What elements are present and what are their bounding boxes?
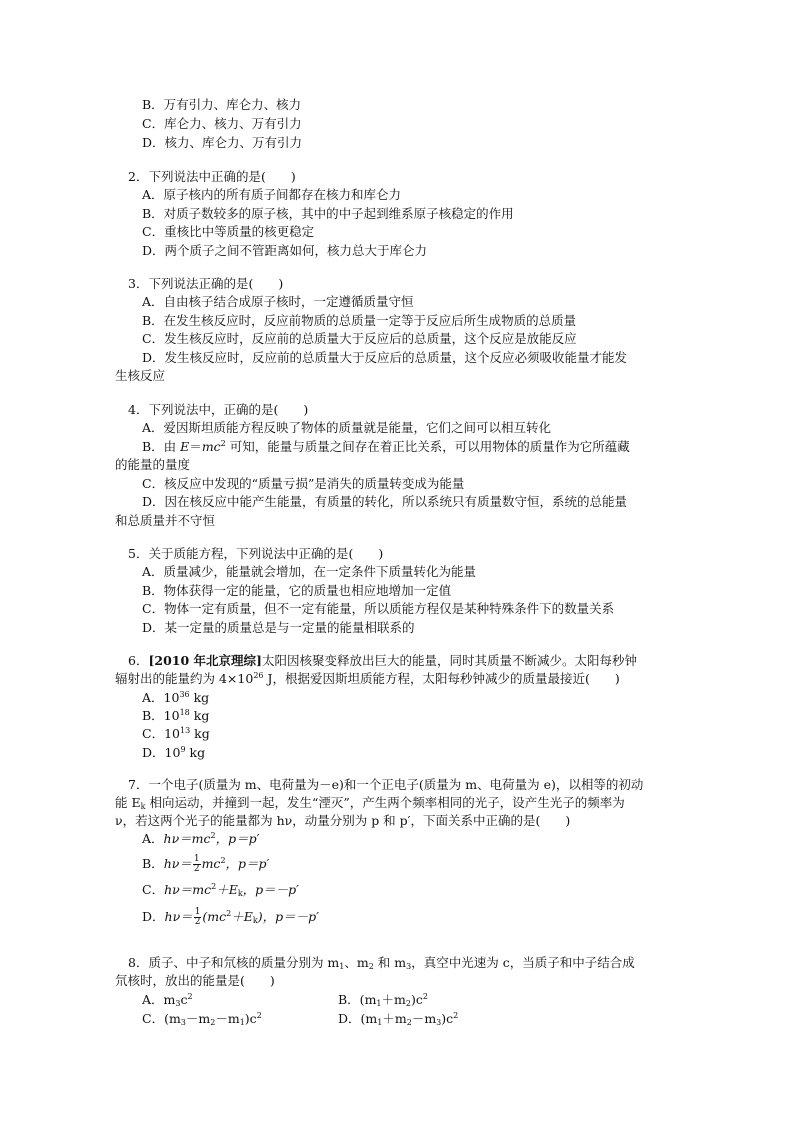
q8-option-d bbox=[338, 1010, 458, 1028]
q7-c-label: C． bbox=[142, 882, 165, 897]
q4-b-text: 可知，能量与质量之间存在着正比关系，可以用物体的质量作为它所蕴藏 bbox=[225, 439, 630, 454]
q4-option-b-continued: 的能量的量度 bbox=[115, 457, 191, 472]
q8-d-exp: 2 bbox=[453, 1011, 459, 1020]
q7-c-expr: hν＝mc bbox=[164, 882, 212, 897]
q7-d-fraction bbox=[194, 908, 202, 927]
q7-option-c bbox=[142, 881, 299, 899]
q4-option-d: D．因在核反应中能产生能量，有质量的转化，所以系统只有质量数守恒，系统的总能量 bbox=[142, 494, 628, 509]
q5-option-a: A．质量减少，能量就会增加，在一定条件下质量转化为能量 bbox=[142, 564, 477, 579]
q6-stem-text: 太阳因核聚变释放出巨大的能量，同时其质量不断减少。太阳每秒钟 bbox=[261, 653, 637, 668]
q7-d-tail: )，p＝－p′ bbox=[257, 909, 319, 924]
q7-stem-line2 bbox=[115, 794, 625, 812]
q6-c-unit: kg bbox=[190, 726, 210, 741]
q6-a-pre: A．10 bbox=[142, 690, 180, 705]
q3-option-d: D．发生核反应时，反应前的总质量大于反应后的总质量，这个反应必须吸收能量才能发 bbox=[142, 350, 628, 365]
q8-d-m1: ＋m bbox=[382, 1011, 407, 1026]
q7-d-mid: ＋E bbox=[231, 909, 253, 924]
q8-option-b bbox=[338, 991, 428, 1009]
q6-c-exp: 13 bbox=[179, 726, 191, 735]
q6-stem2-post: J，根据爱因斯坦质能方程，太阳每秒钟减少的质量最接近( ) bbox=[263, 671, 620, 686]
q2-stem: 2．下列说法中正确的是( ) bbox=[128, 169, 296, 184]
q7-c-sub: k bbox=[237, 889, 243, 898]
q6-stem2-exp: 26 bbox=[253, 671, 264, 680]
q7-a-expr: hν＝mc bbox=[163, 831, 211, 846]
q6-stem2-pre: 辐射出的能量约为 4×10 bbox=[115, 671, 254, 686]
q7-b-num: 1 bbox=[193, 854, 200, 864]
q6-option-d bbox=[142, 744, 205, 762]
q5-option-d: D．某一定量的质量总是与一定量的能量相联系的 bbox=[142, 620, 415, 635]
q7-b-exp: 2 bbox=[220, 856, 226, 865]
q8-c-s3: 1 bbox=[239, 1018, 245, 1027]
q5-option-c: C．物体一定有质量，但不一定有能量，所以质能方程仅是某种特殊条件下的数量关系 bbox=[142, 601, 615, 616]
q3-option-d-continued: 生核反应 bbox=[115, 368, 166, 383]
q8-b-pre: B．(m bbox=[338, 992, 377, 1007]
q7-c-tail: ，p＝－p′ bbox=[242, 882, 300, 897]
q1-option-b: B．万有引力、库仑力、核力 bbox=[142, 97, 302, 112]
q8-l1-m2: 、m bbox=[344, 955, 369, 970]
q1-option-c: C．库仑力、核力、万有引力 bbox=[142, 116, 302, 131]
q8-b-mid: ＋m bbox=[381, 992, 406, 1007]
q8-c-m1: －m bbox=[185, 1011, 211, 1026]
q6-option-a bbox=[142, 689, 209, 707]
q8-d-s2: 2 bbox=[406, 1018, 412, 1027]
q6-option-c bbox=[142, 725, 210, 743]
q4-stem: 4．下列说法中，正确的是( ) bbox=[128, 402, 309, 417]
q6-b-exp: 18 bbox=[179, 708, 190, 717]
q7-b-mc: mc bbox=[201, 856, 221, 871]
q6-b-unit: kg bbox=[189, 708, 210, 723]
q8-c-exp: 2 bbox=[256, 1011, 262, 1020]
q4-b-eq: ＝ bbox=[189, 439, 202, 454]
q8-d-m2: －m bbox=[411, 1011, 437, 1026]
q6-d-exp: 9 bbox=[180, 745, 186, 754]
q6-option-b bbox=[142, 707, 209, 725]
q7-b-pre: hν＝ bbox=[163, 856, 192, 871]
q8-l1-s1: 1 bbox=[339, 962, 345, 971]
q7-d-mc: (mc bbox=[202, 909, 227, 924]
q7-d-pre: hν＝ bbox=[164, 909, 193, 924]
q6-source: [2010 年北京理综] bbox=[148, 653, 262, 668]
q8-a-c: c bbox=[180, 992, 188, 1007]
q3-option-a: A．自由核子结合成原子核时，一定遵循质量守恒 bbox=[142, 294, 414, 309]
q8-l1-s2: 2 bbox=[368, 962, 374, 971]
q8-c-pre: C．(m bbox=[142, 1011, 181, 1026]
q8-option-a bbox=[142, 991, 193, 1009]
q8-c-s2: 2 bbox=[210, 1018, 216, 1027]
q7-d-den: 2 bbox=[194, 917, 201, 927]
q7-d-sub: k bbox=[252, 916, 258, 925]
q4-b-prefix: B．由 bbox=[142, 439, 181, 454]
q7-b-fraction bbox=[193, 855, 201, 874]
q8-d-pre: D．(m bbox=[338, 1011, 378, 1026]
q8-c-s1: 3 bbox=[180, 1018, 186, 1027]
q8-d-s3: 3 bbox=[436, 1018, 442, 1027]
q4-b-e: E bbox=[180, 439, 190, 454]
q6-stem-continued bbox=[115, 670, 620, 688]
q2-option-c: C．重核比中等质量的核更稳定 bbox=[142, 224, 315, 239]
q3-option-b: B．在发生核反应时，反应前物质的总质量一定等于反应后所生成物质的总质量 bbox=[142, 313, 577, 328]
q4-option-d-continued: 和总质量并不守恒 bbox=[115, 513, 216, 528]
q6-number: 6． bbox=[128, 653, 149, 668]
q7-d-label: D． bbox=[142, 909, 165, 924]
q2-option-d: D．两个质子之间不管距离如何，核力总大于库仑力 bbox=[142, 243, 428, 258]
q7-a-tail: ，p＝p′ bbox=[215, 831, 260, 846]
q6-d-pre: D．10 bbox=[142, 745, 181, 760]
q8-d-post: )c bbox=[441, 1011, 454, 1026]
q8-c-m2: －m bbox=[215, 1011, 240, 1026]
q4-option-a: A．爱因斯坦质能方程反映了物体的质量就是能量，它们之间可以相互转化 bbox=[142, 420, 552, 435]
q8-d-s1: 1 bbox=[377, 1018, 383, 1027]
q8-a-pre: A．m bbox=[142, 992, 176, 1007]
q3-option-c: C．发生核反应时，反应前的总质量大于反应后的总质量，这个反应是放能反应 bbox=[142, 331, 577, 346]
q6-d-unit: kg bbox=[185, 745, 206, 760]
q8-a-exp: 2 bbox=[187, 992, 193, 1001]
q5-stem: 5．关于质能方程，下列说法中正确的是( ) bbox=[128, 546, 384, 561]
q7-option-a bbox=[142, 830, 259, 848]
q6-c-pre: C．10 bbox=[142, 726, 180, 741]
q8-option-c bbox=[142, 1010, 262, 1028]
q7-stem: 7．一个电子(质量为 m、电荷量为－e)和一个正电子(质量为 m、电荷量为 e)，以相等的初动 bbox=[128, 777, 644, 792]
q4-option-b bbox=[142, 438, 630, 456]
q7-stem-line3: ν，若这两个光子的能量都为 hν，动量分别为 p 和 p′，下面关系中正确的是( ) bbox=[115, 813, 571, 828]
q8-stem-continued: 氘核时，放出的能量是( ) bbox=[115, 973, 275, 988]
q6-b-pre: B．10 bbox=[142, 708, 180, 723]
q8-b-s2: 2 bbox=[405, 999, 411, 1008]
q7-option-b bbox=[142, 855, 269, 874]
q5-option-b: B．物体获得一定的能量，它的质量也相应地增加一定值 bbox=[142, 583, 452, 598]
q7-option-d bbox=[142, 908, 319, 927]
q8-c-post: )c bbox=[244, 1011, 257, 1026]
q8-l1-post: ，真空中光速为 c，当质子和中子结合成 bbox=[411, 955, 635, 970]
q7-a-exp: 2 bbox=[210, 831, 216, 840]
q3-stem: 3．下列说法正确的是( ) bbox=[128, 276, 284, 291]
q6-stem bbox=[128, 652, 637, 670]
q7-b-tail: ，p＝p′ bbox=[225, 856, 270, 871]
q7-l2-post: 相向运动，并撞到一起，发生“湮灭”，产生两个频率相同的光子，设产生光子的频率为 bbox=[145, 795, 625, 810]
q8-a-sub: 3 bbox=[175, 999, 181, 1008]
q7-d-num: 1 bbox=[194, 907, 201, 917]
q7-d-exp: 2 bbox=[226, 909, 232, 918]
q7-c-mid: ＋E bbox=[216, 882, 238, 897]
q7-l2-pre: 能 E bbox=[115, 795, 141, 810]
q4-option-c: C．核反应中发现的“质量亏损”是消失的质量转变成为能量 bbox=[142, 476, 465, 491]
q7-b-label: B． bbox=[142, 856, 164, 871]
q1-option-d: D．核力、库仑力、万有引力 bbox=[142, 135, 303, 150]
q8-stem bbox=[128, 954, 635, 972]
q4-b-exp: 2 bbox=[220, 439, 226, 448]
q6-a-exp: 36 bbox=[179, 690, 190, 699]
q8-l1-pre: 8．质子、中子和氘核的质量分别为 m bbox=[128, 955, 340, 970]
q7-b-den: 2 bbox=[193, 864, 200, 874]
q4-b-mc: mc bbox=[201, 439, 221, 454]
q8-b-s1: 1 bbox=[376, 999, 382, 1008]
q6-a-unit: kg bbox=[189, 690, 210, 705]
q2-option-b: B．对质子数较多的原子核，其中的中子起到维系原子核稳定的作用 bbox=[142, 206, 514, 221]
q8-b-post: )c bbox=[410, 992, 423, 1007]
q2-option-a: A．原子核内的所有质子间都存在核力和库仑力 bbox=[142, 187, 402, 202]
q7-c-exp: 2 bbox=[211, 882, 217, 891]
q7-l2-sub: k bbox=[140, 802, 146, 811]
q8-b-exp: 2 bbox=[422, 992, 428, 1001]
q8-l1-s3: 3 bbox=[406, 962, 412, 971]
q8-l1-m3: 和 m bbox=[373, 955, 407, 970]
q7-a-label: A． bbox=[142, 831, 164, 846]
